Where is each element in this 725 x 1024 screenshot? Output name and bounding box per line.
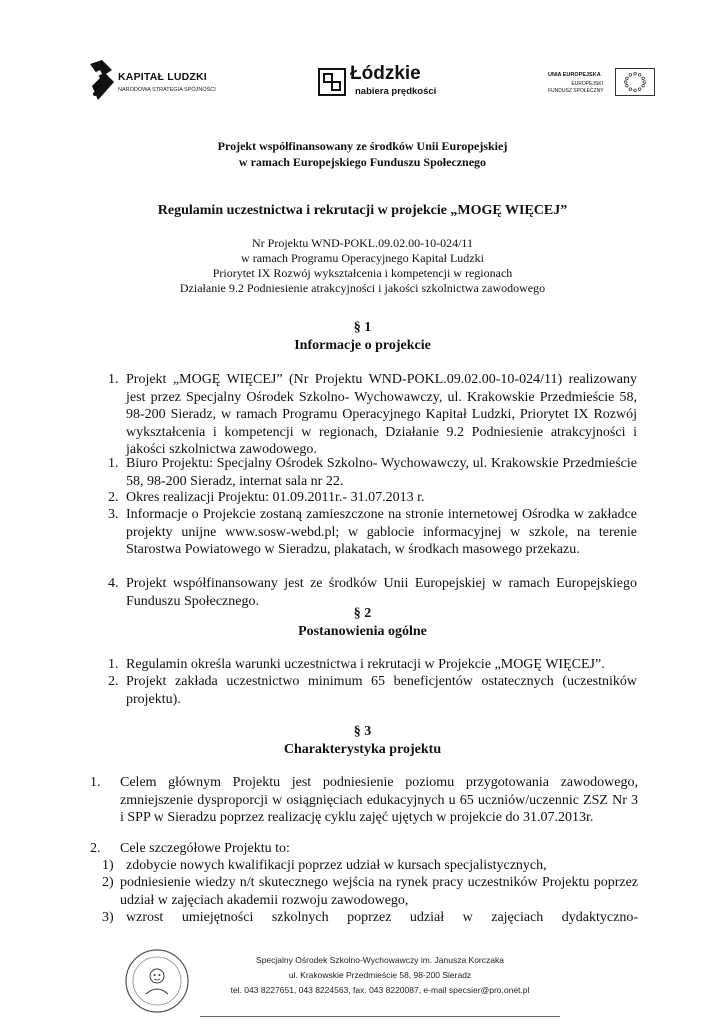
section-2-sign: § 2 <box>353 606 372 621</box>
eu-subtitle-2: FUNDUSZ SPOŁECZNY <box>548 88 604 94</box>
list-item-text: Regulamin określa warunki uczestnictwa i rekrutacji w Projekcie „MOGĘ WIĘCEJ”. <box>126 657 605 672</box>
list-item-number: 1. <box>108 657 119 672</box>
sub-list-item-text: wzrost umiejętności szkolnych poprzez udział w zajęciach dydaktyczno- <box>126 910 638 925</box>
sub-list-item-text: podniesienie wiedzy n/t skutecznego wejścia na rynek pracy uczestników Projektu poprzez udział w zajęciach akademii rozwoju zawodowego, <box>120 875 638 908</box>
section-1-heading: Informacje o projekcie <box>294 338 431 353</box>
list-item-number: 2. <box>90 841 101 856</box>
lodzkie-logo <box>318 63 438 102</box>
school-seal-icon <box>124 948 190 1014</box>
list-item-text: Biuro Projektu: Specjalny Ośrodek Szkolno- Wychowawczy, ul. Krakowskie Przedmieście 58, 98-200 Sieradz, internat sala nr 22. <box>126 456 637 489</box>
list-item-number: 2. <box>108 490 119 505</box>
section-3-sign: § 3 <box>353 724 372 739</box>
list-item-text: Projekt zakłada uczestnictwo minimum 65 beneficjentów ostatecznych (uczestników projektu). <box>126 674 637 707</box>
list-item-number: 1. <box>108 372 119 387</box>
lodzkie-title: Łódzkie <box>350 63 421 84</box>
list-item-text: Okres realizacji Projektu: 01.09.2011r.- 31.07.2013 r. <box>126 490 425 505</box>
footer-address-line-2: ul. Krakowskie Przedmieście 58, 98-200 Sieradz <box>288 970 472 980</box>
section-3-heading: Charakterystyka projektu <box>283 742 442 757</box>
cofinancing-line-2: w ramach Europejskiego Funduszu Społecznego <box>238 155 487 169</box>
list-item-text: Cele szczegółowe Projektu to: <box>120 841 290 856</box>
list-item-text: Projekt „MOGĘ WIĘCEJ” (Nr Projektu WND-POKL.09.02.00-10-024/11) realizowany jest przez Specjalny Ośrodek Szkolno- Wychowawczy, ul. Krakowskie Przedmieście 58, 98-200 Sieradz, w ramach Programu Operacyjnego Kapitał Ludzki, Priorytet IX Rozwój wykształcenia i kompetencji w regionach, Działanie 9.2 Podniesienie atrakcyjności i jakości szkolnictwa zawodowego. <box>126 372 637 457</box>
project-meta-line: w ramach Programu Operacyjnego Kapitał Ludzki <box>241 251 484 265</box>
lodzkie-subtitle: nabiera prędkości <box>355 86 437 97</box>
list-item-number: 3. <box>108 507 119 522</box>
eu-subtitle-1: EUROPEJSKI <box>571 81 603 87</box>
kapital-ludzki-subtitle: NARODOWA STRATEGIA SPÓJNOŚCI <box>118 87 216 93</box>
section-1-sign: § 1 <box>353 320 372 335</box>
project-meta-line: Priorytet IX Rozwój wykształcenia i kompetencji w regionach <box>212 266 513 280</box>
list-item-text: Informacje o Projekcie zostaną zamieszczone na stronie internetowej Ośrodka w zakładce projekty unijne www.sosw-webd.pl; w gablocie informacyjnej w szkole, na terenie Starostwa Powiatowego w Sieradzu, plakatach, w środkach masowego przekazu. <box>126 507 637 557</box>
eu-flag-icon <box>615 68 655 96</box>
section-2-heading: Postanowienia ogólne <box>298 624 427 639</box>
list-item-number: 2. <box>108 674 119 689</box>
document-title: Regulamin uczestnictwa i rekrutacji w projekcie „MOGĘ WIĘCEJ” <box>157 203 568 218</box>
list-item-text: Projekt współfinansowany jest ze środków Unii Europejskiej w ramach Europejskiego Funduszu Społecznego. <box>126 576 637 609</box>
kapital-ludzki-mark-icon <box>88 60 114 100</box>
list-item-number: 1. <box>108 456 119 471</box>
list-item-number: 4. <box>108 576 119 591</box>
footer-divider <box>200 1016 560 1017</box>
footer-address-line-1: Specjalny Ośrodek Szkolno-Wychowawczy im. Janusza Korczaka <box>256 955 504 965</box>
project-meta-line: Nr Projektu WND-POKL.09.02.00-10-024/11 <box>252 236 473 250</box>
project-meta-line: Działanie 9.2 Podniesienie atrakcyjności i jakości szkolnictwa zawodowego <box>179 281 546 295</box>
sub-list-item-number: 1) <box>102 858 114 873</box>
sub-list-item-number: 3) <box>102 910 114 925</box>
sub-list-item-number: 2) <box>102 875 114 890</box>
footer-contact-line: tel. 043 8227651, 043 8224563, fax. 043 8220087, e-mail specsier@pro.onet.pl <box>230 985 530 995</box>
eu-logo <box>548 66 658 100</box>
cofinancing-line-1: Projekt współfinansowany ze środków Unii Europejskiej <box>217 139 508 153</box>
lodzkie-mark-icon <box>318 68 346 96</box>
kapital-ludzki-title: KAPITAŁ LUDZKI <box>118 71 207 83</box>
sub-list-item-text: zdobycie nowych kwalifikacji poprzez udział w kursach specjalistycznych, <box>126 858 547 873</box>
list-item-number: 1. <box>90 775 101 790</box>
list-item-text: Celem głównym Projektu jest podniesienie poziomu przygotowania zawodowego, zmniejszenie dysproporcji w osiągnięciach edukacyjnych u 65 uczniów/uczennic ZSZ Nr 3 i SPP w Sieradzu poprzez realizację cyklu zajęć ujętych w projekcie do 31.07.2013r. <box>120 775 638 825</box>
eu-title: UNIA EUROPEJSKA <box>548 72 601 78</box>
kapital-ludzki-logo <box>88 60 228 104</box>
